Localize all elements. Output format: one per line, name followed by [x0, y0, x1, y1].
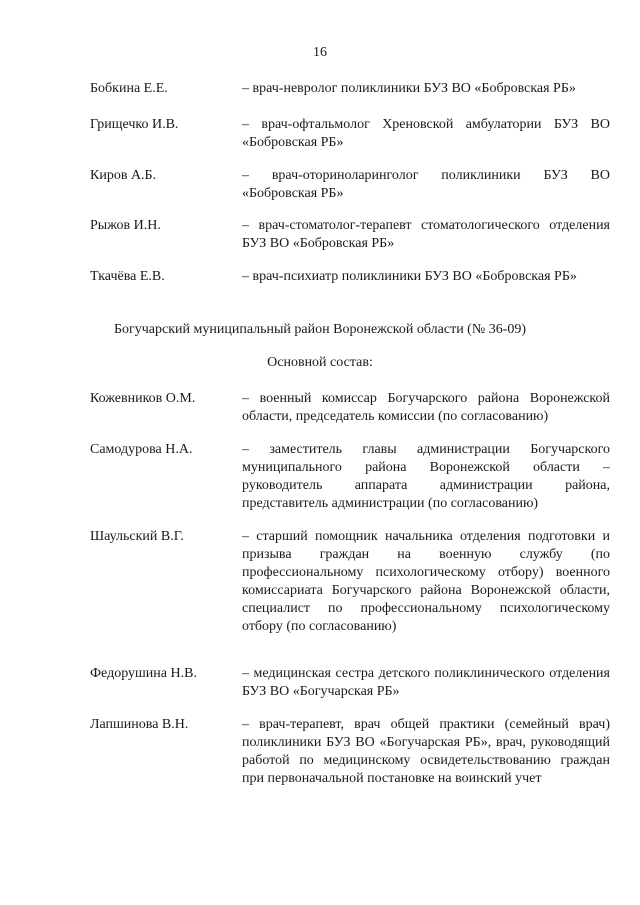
composition-heading: Основной состав: [267, 355, 373, 370]
person-role: – врач-офтальмолог Хреновской амбулатории БУЗ ВО «Бобровская РБ» [242, 117, 610, 150]
district-heading: Богучарский муниципальный район Воронежской области (№ 36-09) [113, 322, 527, 337]
person-name: Бобкина Е.Е. [90, 81, 168, 96]
person-name: Грищечко И.В. [90, 117, 179, 132]
person-name: Кожевников О.М. [90, 391, 196, 406]
person-name: Федорушина Н.В. [90, 666, 197, 681]
person-role: – военный комиссар Богучарского района Воронежской области, председатель комиссии (по согласованию) [242, 391, 610, 424]
person-role: – медицинская сестра детского поликлинического отделения БУЗ ВО «Богучарская РБ» [242, 666, 610, 699]
person-name: Самодурова Н.А. [90, 442, 193, 457]
person-role: – врач-психиатр поликлиники БУЗ ВО «Бобровская РБ» [242, 269, 577, 284]
page-number: 16 [313, 45, 327, 60]
person-role: – заместитель главы администрации Богучарского муниципального района Воронежской области – руководитель аппарата администрации района, представитель администрации (по согласованию) [242, 442, 610, 511]
person-name: Ткачёва Е.В. [90, 269, 165, 284]
person-role: – врач-невролог поликлиники БУЗ ВО «Бобровская РБ» [242, 81, 576, 96]
person-role: – старший помощник начальника отделения подготовки и призыва граждан на военную службу (по профессиональному психологическому отбору) военного комиссариата Богучарского района Воронежской области, специалист по профессиональному психологическому отбору (по согласованию) [242, 529, 610, 634]
person-name: Лапшинова В.Н. [90, 717, 189, 732]
person-name: Шаульский В.Г. [90, 529, 184, 544]
person-role: – врач-оториноларинголог поликлиники БУЗ ВО «Бобровская РБ» [242, 168, 610, 201]
person-name: Рыжов И.Н. [90, 218, 161, 233]
person-role: – врач-терапевт, врач общей практики (семейный врач) поликлиники БУЗ ВО «Богучарская РБ», врач, руководящий работой по медицинскому освидетельствованию граждан при первоначальной постановке на воинский учет [242, 717, 610, 786]
person-role: – врач-стоматолог-терапевт стоматологического отделения БУЗ ВО «Бобровская РБ» [242, 218, 610, 251]
person-name: Киров А.Б. [90, 168, 157, 183]
